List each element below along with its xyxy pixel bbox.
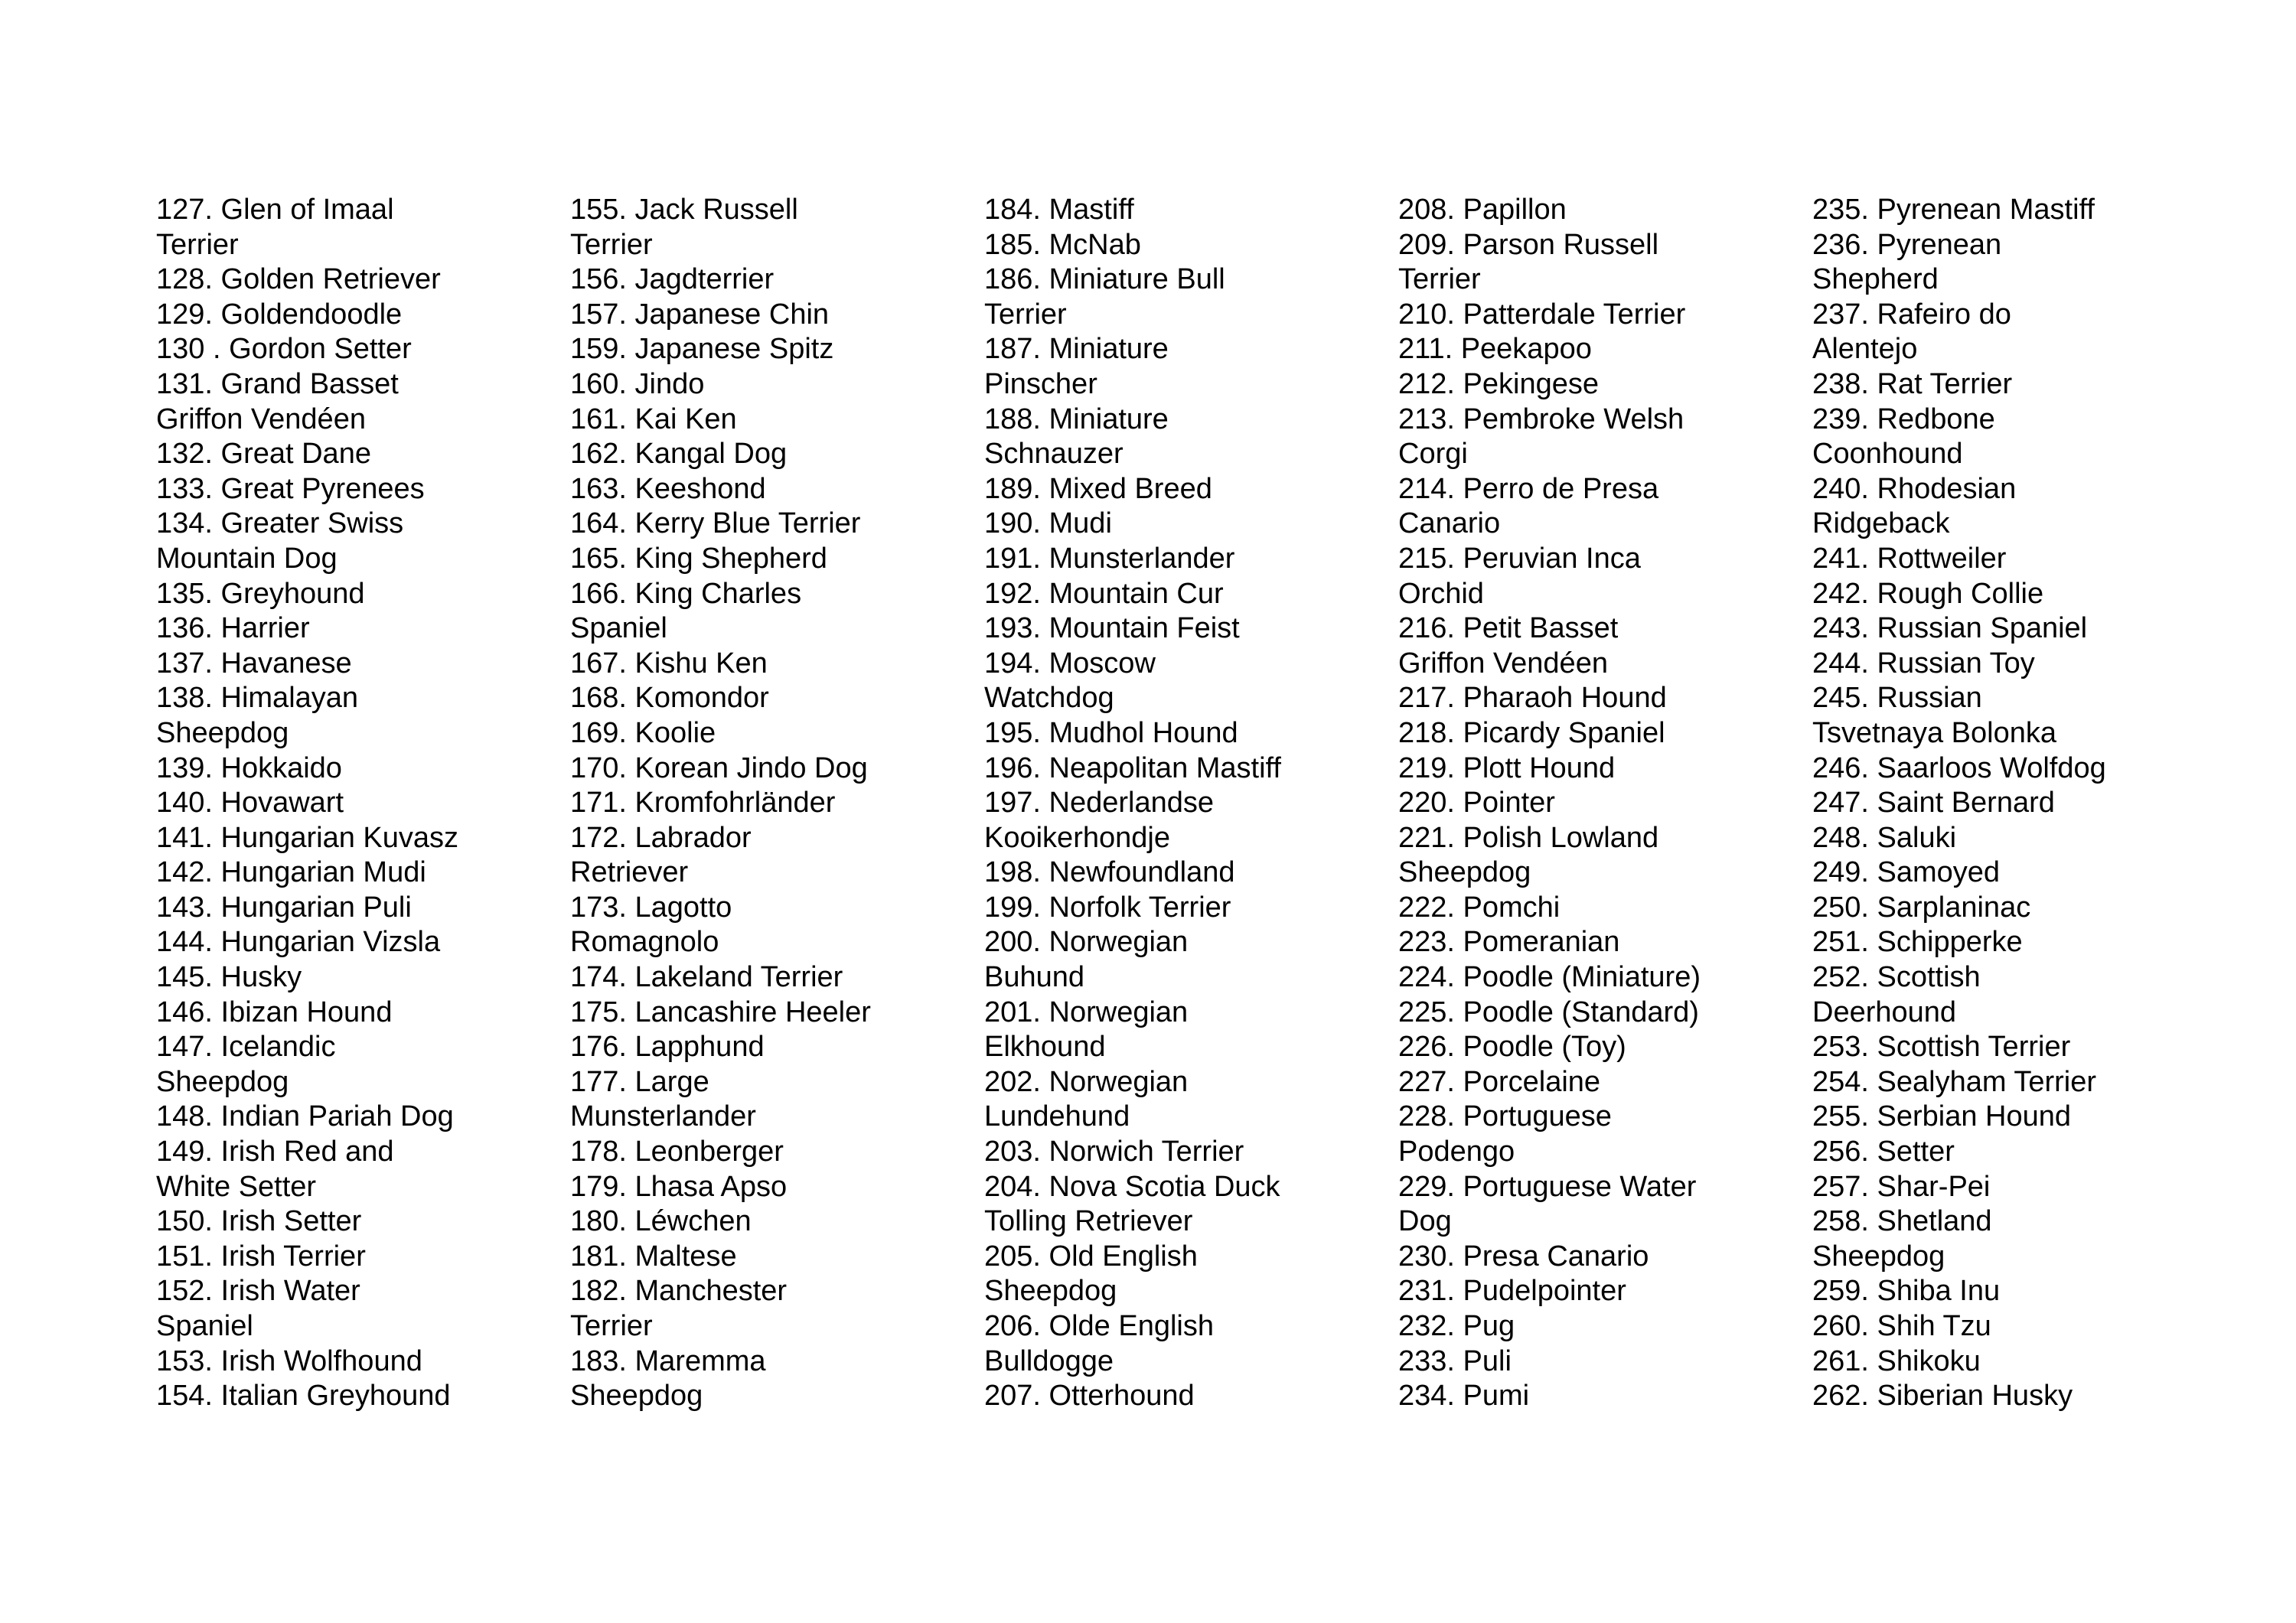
breed-list-line: 217. Pharaoh Hound (1398, 682, 1667, 715)
breed-list-line: Tsvetnaya Bolonka (1812, 716, 2056, 749)
breed-list-line: 255. Serbian Hound (1812, 1100, 2072, 1133)
breed-list-line: 192. Mountain Cur (984, 577, 1224, 610)
breed-list-line: 164. Kerry Blue Terrier (570, 507, 861, 540)
breed-list-line: 156. Jagdterrier (570, 263, 775, 296)
breed-list-line: 191. Munsterlander (984, 542, 1235, 575)
breed-list-line: 247. Saint Bernard (1812, 787, 2055, 820)
breed-list-line: 233. Puli (1398, 1344, 1512, 1377)
breed-list-line: 196. Neapolitan Mastiff (984, 751, 1281, 784)
breed-list-line: Sheepdog (156, 1065, 289, 1098)
breed-list-line: 184. Mastiff (984, 194, 1134, 226)
breed-list-line: 161. Kai Ken (570, 402, 737, 435)
breed-list-line: Watchdog (984, 682, 1114, 715)
breed-list-line: Corgi (1398, 438, 1468, 471)
breed-list-line: 188. Miniature (984, 402, 1169, 435)
breed-list-line: 129. Goldendoodle (156, 298, 403, 331)
breed-list-line: 262. Siberian Husky (1812, 1380, 2073, 1413)
breed-list-line: Romagnolo (570, 926, 719, 959)
breed-list-line: 162. Kangal Dog (570, 438, 788, 471)
breed-list-line: 170. Korean Jindo Dog (570, 751, 868, 784)
breed-list-line: 163. Keeshond (570, 472, 766, 505)
breed-list-line: 199. Norfolk Terrier (984, 891, 1231, 924)
breed-list-line: 239. Redbone (1812, 402, 1995, 435)
breed-list-line: 135. Greyhound (156, 577, 365, 610)
breed-list-line: 240. Rhodesian (1812, 472, 2017, 505)
breed-list-line: White Setter (156, 1170, 317, 1203)
breed-list-line: Canario (1398, 507, 1501, 540)
breed-list-line: Elkhound (984, 1031, 1106, 1064)
breed-list-line: Griffon Vendéen (1398, 647, 1608, 680)
breed-list-line: 249. Samoyed (1812, 856, 2001, 889)
breed-list-line: 205. Old English (984, 1240, 1198, 1273)
breed-list-line: 153. Irish Wolfhound (156, 1344, 422, 1377)
breed-list-line: 151. Irish Terrier (156, 1240, 366, 1273)
breed-list-line: Terrier (156, 228, 239, 261)
breed-list-line: 193. Mountain Feist (984, 612, 1240, 645)
breed-column-1 (156, 193, 516, 1414)
breed-list-line: 143. Hungarian Puli (156, 891, 412, 924)
breed-list-line: Schnauzer (984, 438, 1124, 471)
breed-list-line: 190. Mudi (984, 507, 1112, 540)
breed-list-line: 169. Koolie (570, 716, 716, 749)
breed-list-line: 182. Manchester (570, 1275, 788, 1308)
breed-column-3 (984, 193, 1344, 1414)
breed-list-line: 150. Irish Setter (156, 1205, 362, 1238)
breed-list-line: 175. Lancashire Heeler (570, 996, 871, 1028)
breed-list-line: Terrier (984, 298, 1067, 331)
breed-list-line: 131. Grand Basset (156, 367, 399, 400)
breed-list-line: 128. Golden Retriever (156, 263, 441, 296)
breed-list-line: 209. Parson Russell (1398, 228, 1659, 261)
breed-list-line: 194. Moscow (984, 647, 1156, 680)
breed-list-line: Orchid (1398, 577, 1484, 610)
breed-list-line: 142. Hungarian Mudi (156, 856, 426, 889)
breed-list-line: Spaniel (156, 1310, 253, 1342)
breed-list-line: 244. Russian Toy (1812, 647, 2035, 680)
breed-list-line: 185. McNab (984, 228, 1141, 261)
breed-list-line: 157. Japanese Chin (570, 298, 830, 331)
breed-list-line: 232. Pug (1398, 1310, 1515, 1342)
breed-list-line: 226. Poodle (Toy) (1398, 1031, 1626, 1064)
breed-list-line: Buhund (984, 961, 1085, 994)
breed-list-line: Munsterlander (570, 1100, 756, 1133)
breed-list-line: Sheepdog (1812, 1240, 1945, 1273)
breed-list-line: 252. Scottish (1812, 961, 1981, 994)
breed-list-line: 254. Sealyham Terrier (1812, 1065, 2097, 1098)
breed-list-line: 127. Glen of Imaal (156, 194, 394, 226)
breed-list-line: 202. Norwegian (984, 1065, 1189, 1098)
breed-list-line: 211. Peekapoo (1398, 333, 1592, 366)
breed-list-line: 155. Jack Russell (570, 194, 798, 226)
breed-list-line: 237. Rafeiro do (1812, 298, 2011, 331)
breed-list-line: 218. Picardy Spaniel (1398, 716, 1665, 749)
breed-list-line: 238. Rat Terrier (1812, 367, 2013, 400)
breed-list-line: 231. Pudelpointer (1398, 1275, 1626, 1308)
breed-list-line: 213. Pembroke Welsh (1398, 402, 1684, 435)
breed-list-line: 242. Rough Collie (1812, 577, 2044, 610)
breed-list-line: 195. Mudhol Hound (984, 716, 1238, 749)
breed-list-line: 180. Léwchen (570, 1205, 752, 1238)
breed-list-line: 136. Harrier (156, 612, 310, 645)
breed-list-line: Bulldogge (984, 1344, 1114, 1377)
breed-list-line: 260. Shih Tzu (1812, 1310, 1991, 1342)
breed-list-line: 166. King Charles (570, 577, 802, 610)
breed-column-2 (570, 193, 930, 1414)
breed-list-line: 234. Pumi (1398, 1380, 1530, 1413)
breed-list-line: 197. Nederlandse (984, 787, 1214, 820)
breed-list-line: 225. Poodle (Standard) (1398, 996, 1699, 1028)
breed-list-line: 214. Perro de Presa (1398, 472, 1659, 505)
breed-list-line: 145. Husky (156, 961, 302, 994)
breed-list-line: 133. Great Pyrenees (156, 472, 425, 505)
breed-list-line: 246. Saarloos Wolfdog (1812, 751, 2106, 784)
breed-list-line: 206. Olde English (984, 1310, 1214, 1342)
breed-list-line: 146. Ibizan Hound (156, 996, 393, 1028)
breed-list-line: 222. Pomchi (1398, 891, 1561, 924)
breed-list-line: 183. Maremma (570, 1344, 766, 1377)
breed-list-line: 210. Patterdale Terrier (1398, 298, 1686, 331)
breed-list-line: 178. Leonberger (570, 1136, 784, 1168)
breed-list-line: 168. Komondor (570, 682, 769, 715)
breed-list-line: Ridgeback (1812, 507, 1950, 540)
breed-list-line: 171. Kromfohrländer (570, 787, 836, 820)
breed-list-line: Dog (1398, 1205, 1452, 1238)
breed-list-line: 248. Saluki (1812, 821, 1957, 854)
breed-list-line: 176. Lapphund (570, 1031, 765, 1064)
breed-list-line: 251. Schipperke (1812, 926, 2023, 959)
breed-list-line: 167. Kishu Ken (570, 647, 768, 680)
breed-list-line: 215. Peruvian Inca (1398, 542, 1641, 575)
breed-list-line: 200. Norwegian (984, 926, 1189, 959)
breed-list-line: 261. Shikoku (1812, 1344, 1981, 1377)
breed-list-line: 204. Nova Scotia Duck (984, 1170, 1280, 1203)
breed-list-line: Sheepdog (984, 1275, 1117, 1308)
breed-list-line: 165. King Shepherd (570, 542, 827, 575)
breed-list-line: 212. Pekingese (1398, 367, 1599, 400)
breed-list-line: 130 . Gordon Setter (156, 333, 412, 366)
breed-list-line: 258. Shetland (1812, 1205, 1992, 1238)
breed-list-line: Griffon Vendéen (156, 402, 366, 435)
breed-list-line: 140. Hovawart (156, 787, 344, 820)
breed-list-line: 147. Icelandic (156, 1031, 336, 1064)
breed-list-line: Tolling Retriever (984, 1205, 1193, 1238)
breed-list-line: 154. Italian Greyhound (156, 1380, 451, 1413)
breed-list-line: 227. Porcelaine (1398, 1065, 1601, 1098)
breed-list-line: Coonhound (1812, 438, 1963, 471)
breed-list-line: 201. Norwegian (984, 996, 1189, 1028)
breed-list-line: Sheepdog (156, 716, 289, 749)
breed-list-line: 259. Shiba Inu (1812, 1275, 2001, 1308)
breed-list-line: Sheepdog (1398, 856, 1531, 889)
breed-list-line: Shepherd (1812, 263, 1939, 296)
breed-list-line: Terrier (570, 1310, 653, 1342)
breed-list-line: Retriever (570, 856, 689, 889)
breed-list-line: 219. Plott Hound (1398, 751, 1616, 784)
breed-list-line: 241. Rottweiler (1812, 542, 2007, 575)
breed-list-line: 181. Maltese (570, 1240, 737, 1273)
breed-list-line: 173. Lagotto (570, 891, 732, 924)
breed-list-line: 141. Hungarian Kuvasz (156, 821, 459, 854)
breed-list-line: 208. Papillon (1398, 194, 1567, 226)
breed-list-line: 174. Lakeland Terrier (570, 961, 843, 994)
breed-list-line: 160. Jindo (570, 367, 705, 400)
breed-list-line: 235. Pyrenean Mastiff (1812, 194, 2095, 226)
breed-list-line: 256. Setter (1812, 1136, 1955, 1168)
breed-list-line: Terrier (570, 228, 653, 261)
breed-list-line: Spaniel (570, 612, 667, 645)
breed-list-line: Podengo (1398, 1136, 1515, 1168)
breed-list-line: 220. Pointer (1398, 787, 1555, 820)
breed-list-line: Kooikerhondje (984, 821, 1170, 854)
breed-list-line: 230. Presa Canario (1398, 1240, 1649, 1273)
breed-list-line: 144. Hungarian Vizsla (156, 926, 441, 959)
breed-list-line: 223. Pomeranian (1398, 926, 1620, 959)
breed-list-line: 177. Large (570, 1065, 709, 1098)
breed-list-line: 138. Himalayan (156, 682, 359, 715)
breed-list-line: Deerhound (1812, 996, 1957, 1028)
breed-list-line: 189. Mixed Breed (984, 472, 1212, 505)
breed-list-line: 132. Great Dane (156, 438, 371, 471)
breed-list-line: Alentejo (1812, 333, 1918, 366)
breed-list-line: Pinscher (984, 367, 1097, 400)
breed-column-4 (1398, 193, 1758, 1414)
breed-list-line: 224. Poodle (Miniature) (1398, 961, 1701, 994)
breed-list-line: Sheepdog (570, 1380, 703, 1413)
breed-list-line: 149. Irish Red and (156, 1136, 394, 1168)
breed-list-line: 257. Shar-Pei (1812, 1170, 1991, 1203)
breed-list-line: 243. Russian Spaniel (1812, 612, 2088, 645)
breed-list-line: Lundehund (984, 1100, 1130, 1133)
breed-list-line: 139. Hokkaido (156, 751, 342, 784)
breed-list-line: 172. Labrador (570, 821, 752, 854)
breed-list-line: 179. Lhasa Apso (570, 1170, 788, 1203)
breed-list-line: 245. Russian (1812, 682, 1982, 715)
breed-list-line: 203. Norwich Terrier (984, 1136, 1244, 1168)
breed-list-line: 229. Portuguese Water (1398, 1170, 1697, 1203)
breed-list-line: 148. Indian Pariah Dog (156, 1100, 454, 1133)
breed-list-line: 134. Greater Swiss (156, 507, 404, 540)
breed-list-line: 159. Japanese Spitz (570, 333, 834, 366)
breed-list-line: 207. Otterhound (984, 1380, 1195, 1413)
breed-list-line: 253. Scottish Terrier (1812, 1031, 2071, 1064)
breed-list-line: 186. Miniature Bull (984, 263, 1225, 296)
breed-list-line: 198. Newfoundland (984, 856, 1235, 889)
breed-list-line: 221. Polish Lowland (1398, 821, 1659, 854)
breed-list-line: 137. Havanese (156, 647, 352, 680)
breed-list-line: 187. Miniature (984, 333, 1169, 366)
breed-list-line: 236. Pyrenean (1812, 228, 2002, 261)
breed-list-line: 216. Petit Basset (1398, 612, 1619, 645)
breed-list-line: Mountain Dog (156, 542, 338, 575)
breed-list-line: 152. Irish Water (156, 1275, 360, 1308)
breed-list-line: 228. Portuguese (1398, 1100, 1612, 1133)
breed-list-line: Terrier (1398, 263, 1481, 296)
breed-list-line: 250. Sarplaninac (1812, 891, 2031, 924)
breed-column-5 (1812, 193, 2172, 1414)
